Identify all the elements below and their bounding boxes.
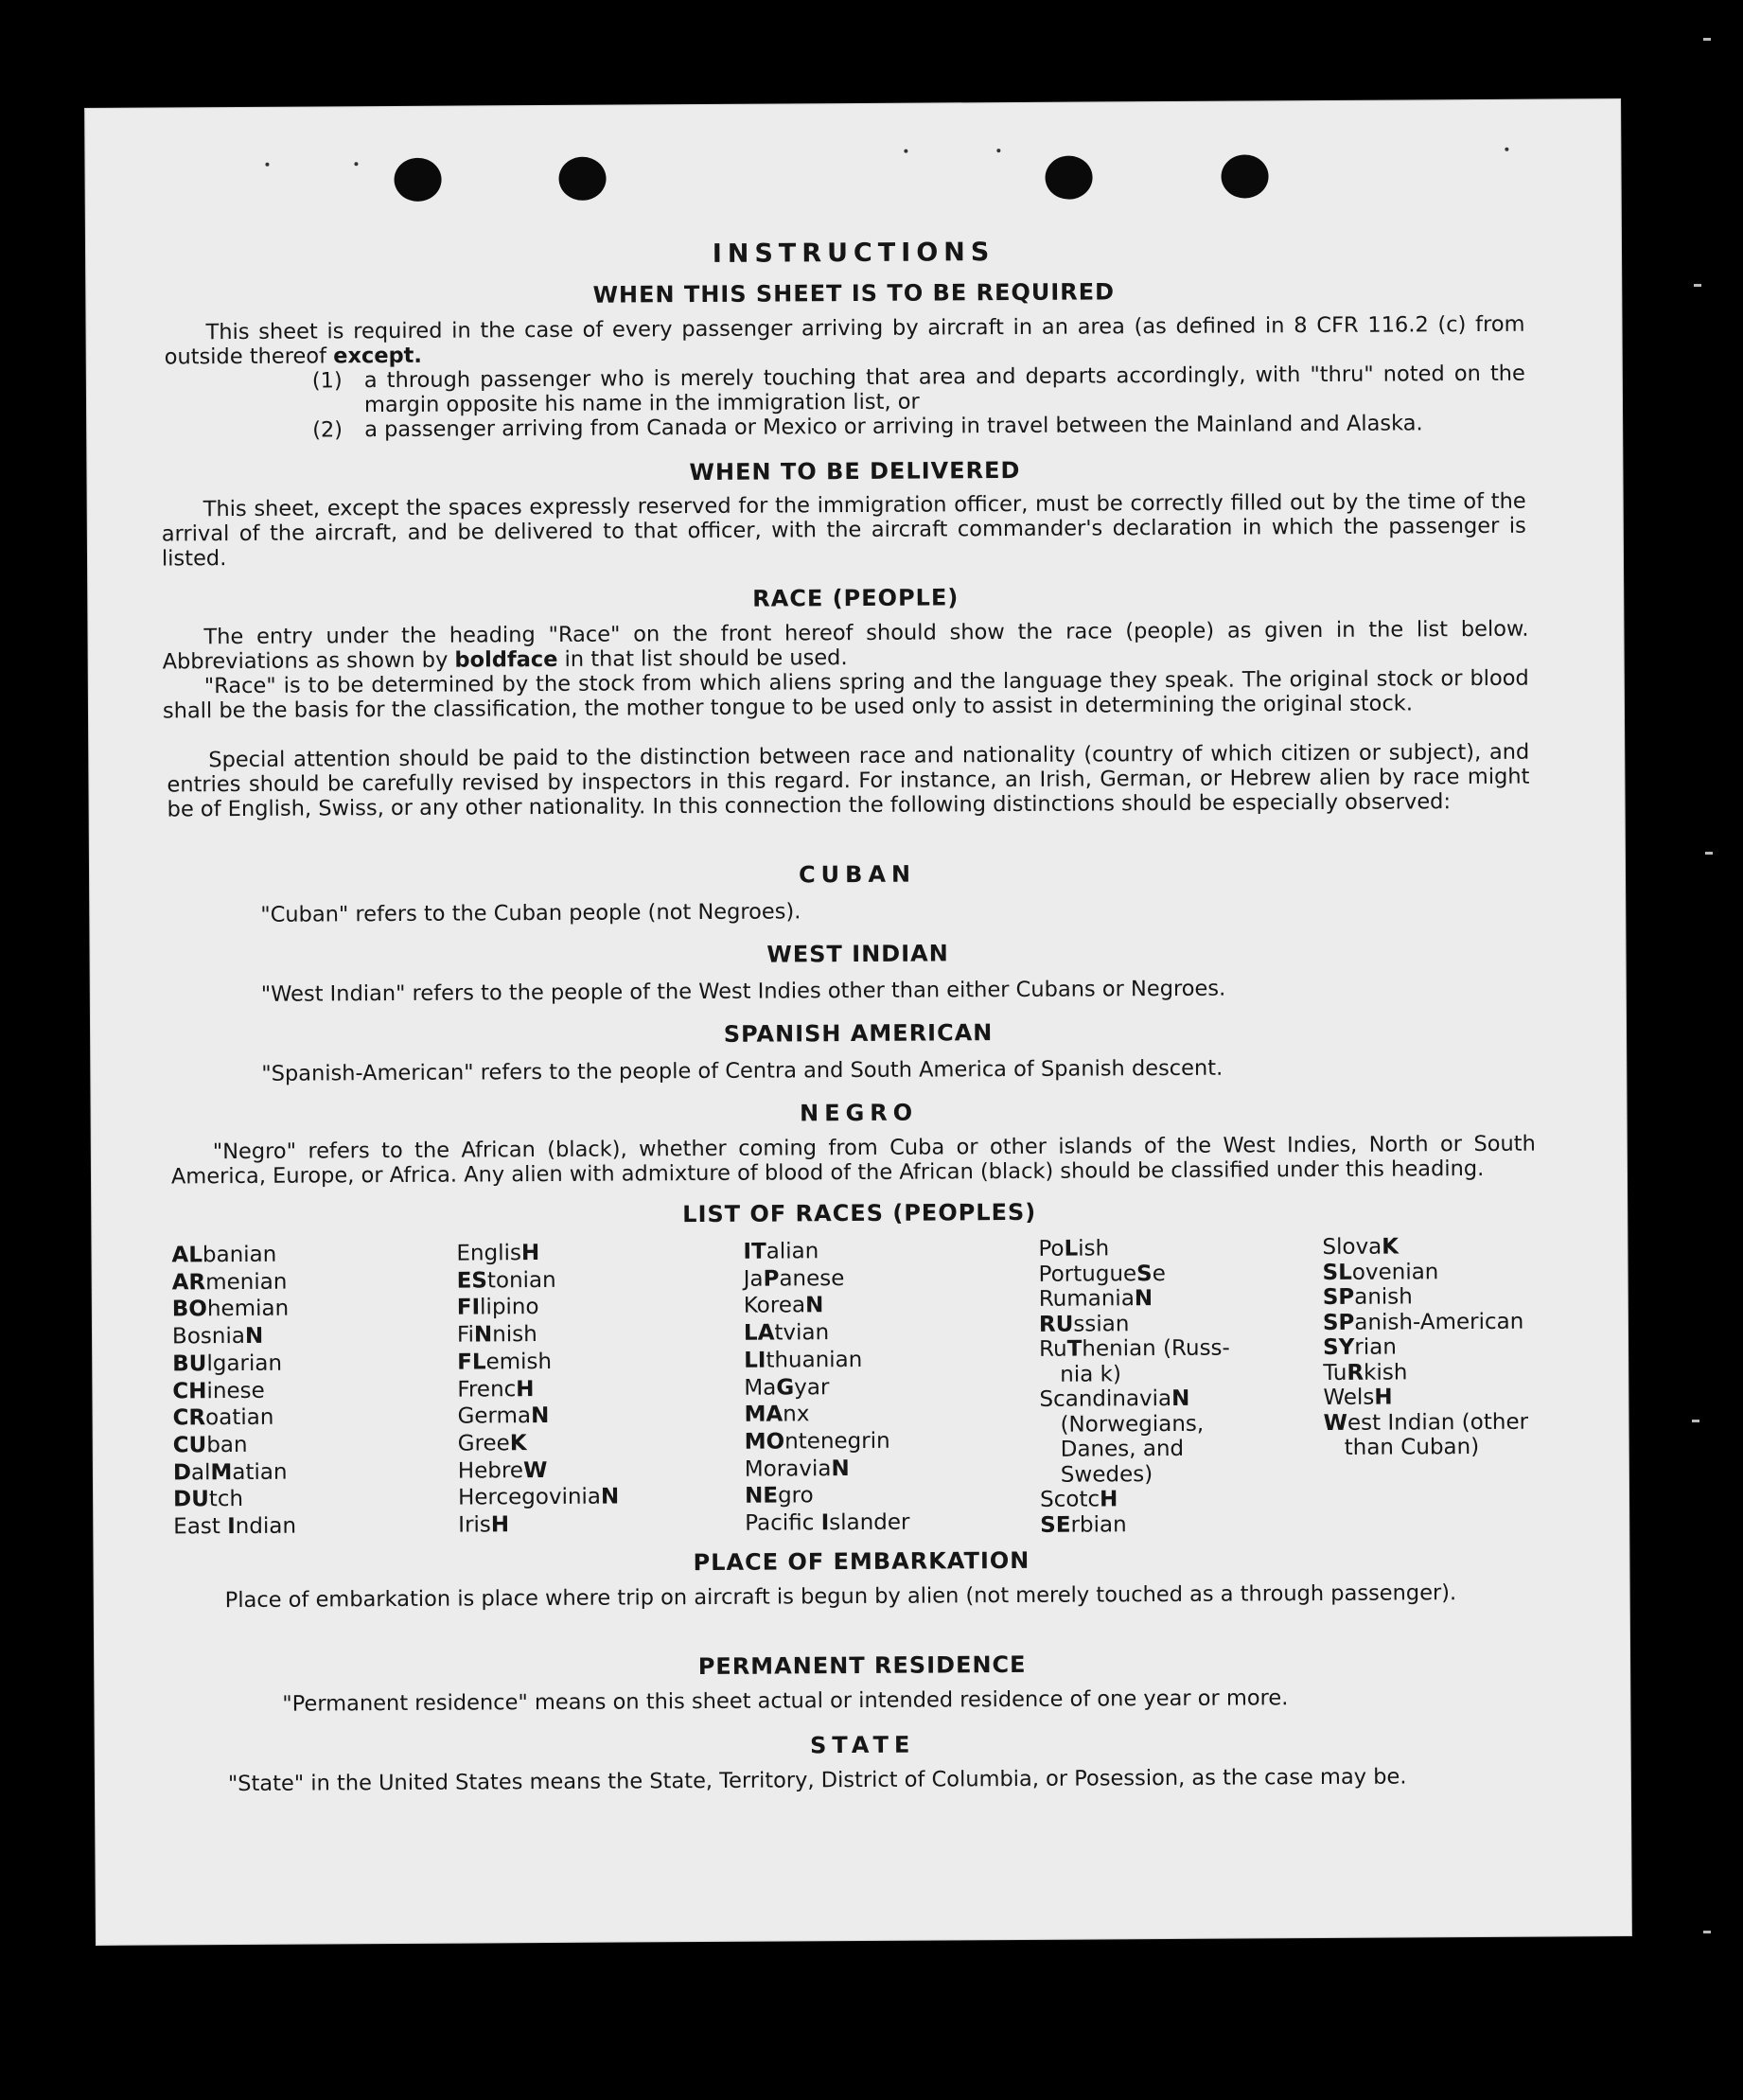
punch-hole <box>1045 155 1092 199</box>
race-list-item: SErbian <box>1040 1511 1127 1538</box>
race-list-item: MAnx <box>744 1402 810 1427</box>
punch-hole <box>1221 154 1268 198</box>
race-list-item: BosniaN <box>171 1323 264 1350</box>
race-list-item: Pacific Islander <box>745 1509 910 1536</box>
race-list-item: (Norwegians, <box>1039 1411 1205 1438</box>
race-list-item: MoraviaN <box>744 1456 850 1482</box>
punch-hole <box>394 158 441 202</box>
spanish-american-text: "Spanish-American" refers to the people of Centra and South America of Spanish descent. <box>261 1055 1224 1086</box>
race-column-3 <box>743 1238 909 1538</box>
race-list-item: JaPanese <box>743 1265 845 1292</box>
required-item-2: (2) a passenger arriving from Canada or Mexico or arriving in travel between the Mainland and Alaska. <box>312 411 1423 443</box>
race-list-item: IrisH <box>458 1512 510 1538</box>
race-list-item: nia k) <box>1039 1361 1121 1387</box>
heading-spanish-american: SPANISH AMERICAN <box>723 1019 994 1048</box>
race-column-4 <box>1038 1236 1231 1538</box>
race-list-item: FIlipino <box>456 1295 539 1321</box>
race-list-item: SLovenian <box>1322 1259 1439 1285</box>
heading-when-delivered: WHEN TO BE DELIVERED <box>689 456 1021 486</box>
heading-place-of-embarkation: PLACE OF EMBARKATION <box>693 1546 1030 1577</box>
race-list-item: LIthuanian <box>744 1347 863 1373</box>
race-list-item: West Indian (other <box>1323 1409 1529 1436</box>
race-list-item: SYrian <box>1323 1334 1397 1361</box>
punch-hole <box>558 157 606 201</box>
race-list-item: PoLish <box>1038 1236 1110 1262</box>
west-indian-text: "West Indian" refers to the people of the West Indies other than either Cubans or Negroes. <box>260 976 1226 1007</box>
race-list-item: FLemish <box>457 1349 553 1375</box>
race-list-item: MaGyar <box>744 1374 830 1401</box>
instruction-sheet <box>85 99 1631 1945</box>
race-list-item: East Indian <box>173 1513 297 1540</box>
race-list-item: NEgro <box>744 1483 814 1509</box>
race-list-item: than Cuban) <box>1323 1435 1480 1461</box>
race-list-item: CUban <box>172 1432 248 1458</box>
race-list-item: ITalian <box>743 1239 819 1264</box>
race-column-1 <box>171 1242 296 1542</box>
race-list-item: CHinese <box>172 1378 265 1403</box>
race-list-item: ScandinaviaN <box>1039 1385 1190 1412</box>
race-paragraph-1: The entry under the heading "Race" on the front hereof should show the race (people) as given in the list below. Abbreviations as shown by boldface in that list should be used. <box>162 616 1529 675</box>
race-column-5 <box>1322 1234 1528 1461</box>
state-text: "State" in the United States means the State, Territory, District of Columbia, or Posession, as the case may be. <box>227 1764 1407 1797</box>
race-list-item: RuThenian (Russ- <box>1039 1335 1230 1362</box>
race-list-item: HercegoviniaN <box>457 1484 620 1510</box>
heading-when-required: WHEN THIS SHEET IS TO BE REQUIRED <box>592 278 1116 309</box>
race-list-item: GermaN <box>457 1403 550 1429</box>
heading-state: STATE <box>809 1731 916 1759</box>
race-list-item: PortugueSe <box>1038 1261 1166 1287</box>
race-list-item: ARmenian <box>171 1269 288 1296</box>
race-list-item: EnglisH <box>456 1241 540 1266</box>
race-list-item: CRoatian <box>172 1404 274 1431</box>
race-list-item: DUtch <box>172 1487 244 1512</box>
race-list-item: HebreW <box>457 1457 548 1484</box>
race-list-item: BUlgarian <box>172 1350 283 1377</box>
race-list-item: SlovaK <box>1322 1234 1400 1261</box>
residence-text: "Permanent residence" means on this sheet actual or intended residence of one year or more. <box>282 1685 1289 1717</box>
race-list-item: Danes, and <box>1039 1436 1185 1462</box>
race-list-item: DalMatian <box>172 1459 288 1486</box>
race-list-item: Swedes) <box>1039 1461 1153 1488</box>
race-list-item: RUssian <box>1038 1311 1130 1337</box>
race-list-item: BOhemian <box>171 1297 290 1322</box>
embarkation-text: Place of embarkation is place where trip on aircraft is begun by alien (not merely touched as a through passenger). <box>224 1580 1457 1614</box>
heading-cuban: CUBAN <box>798 860 917 889</box>
required-intro: This sheet is required in the case of every passenger arriving by aircraft in an area (as defined in 8 CFR 116.2 (c) from outside thereof except. <box>164 311 1525 370</box>
race-list-item: SPanish <box>1322 1284 1413 1311</box>
race-list-item: SPanish-American <box>1322 1309 1524 1335</box>
delivered-text: This sheet, except the spaces expressly reserved for the immigration officer, must be correctly filled out by the time of the arrival of the aircraft, and be delivered to that officer, with the aircraft commander's declaration in which the passenger is listed. <box>161 488 1526 572</box>
heading-negro: NEGRO <box>799 1099 919 1127</box>
race-list-item: MOntenegrin <box>744 1428 890 1455</box>
race-list-item: TuRkish <box>1323 1359 1408 1385</box>
race-paragraph-2: "Race" is to be determined by the stock from which aliens spring and the language they speak. The original stock or blood shall be the basis for the classification, the mother tongue to be used only to assist in determining the original stock. <box>162 665 1529 724</box>
race-list-item: WelsH <box>1323 1385 1393 1411</box>
race-list-item: ALbanian <box>171 1242 277 1268</box>
negro-text: "Negro" refers to the African (black), whether coming from Cuba or other islands of the West Indies, North or South America, Europe, or Africa. Any alien with admixture of blood of the African (black) should be classified under this heading. <box>170 1131 1536 1190</box>
page-title: INSTRUCTIONS <box>712 238 995 269</box>
race-list-item: RumaniaN <box>1038 1286 1153 1312</box>
race-column-2 <box>456 1240 619 1540</box>
race-list-item: EStonian <box>456 1267 556 1294</box>
race-list-item: LAtvian <box>743 1320 830 1346</box>
heading-race: RACE (PEOPLE) <box>752 584 960 612</box>
race-list-item: ScotcH <box>1040 1487 1118 1512</box>
heading-west-indian: WEST INDIAN <box>766 940 949 968</box>
race-list-item: FiNnish <box>456 1322 537 1348</box>
cuban-text: "Cuban" refers to the Cuban people (not Negroes). <box>260 899 801 927</box>
heading-list-of-races: LIST OF RACES (PEOPLES) <box>682 1198 1037 1228</box>
race-list-item: KoreaN <box>743 1293 824 1319</box>
required-item-1: (1) a through passenger who is merely touching that area and departs accordingly, with "thru" noted on the margin opposite his name in the immigration list, or <box>311 361 1525 418</box>
race-list-item: GreeK <box>457 1431 527 1456</box>
race-paragraph-3: Special attention should be paid to the distinction between race and nationality (country of which citizen or subject), and entries should be carefully revised by inspectors in this regard. For instance, an Irish, German, or Hebrew alien by race might be of English, Swiss, or any other nationality. In this connection the following distinctions should be especially observed: <box>167 739 1530 822</box>
heading-permanent-residence: PERMANENT RESIDENCE <box>697 1650 1027 1681</box>
race-list-item: FrencH <box>457 1376 535 1403</box>
